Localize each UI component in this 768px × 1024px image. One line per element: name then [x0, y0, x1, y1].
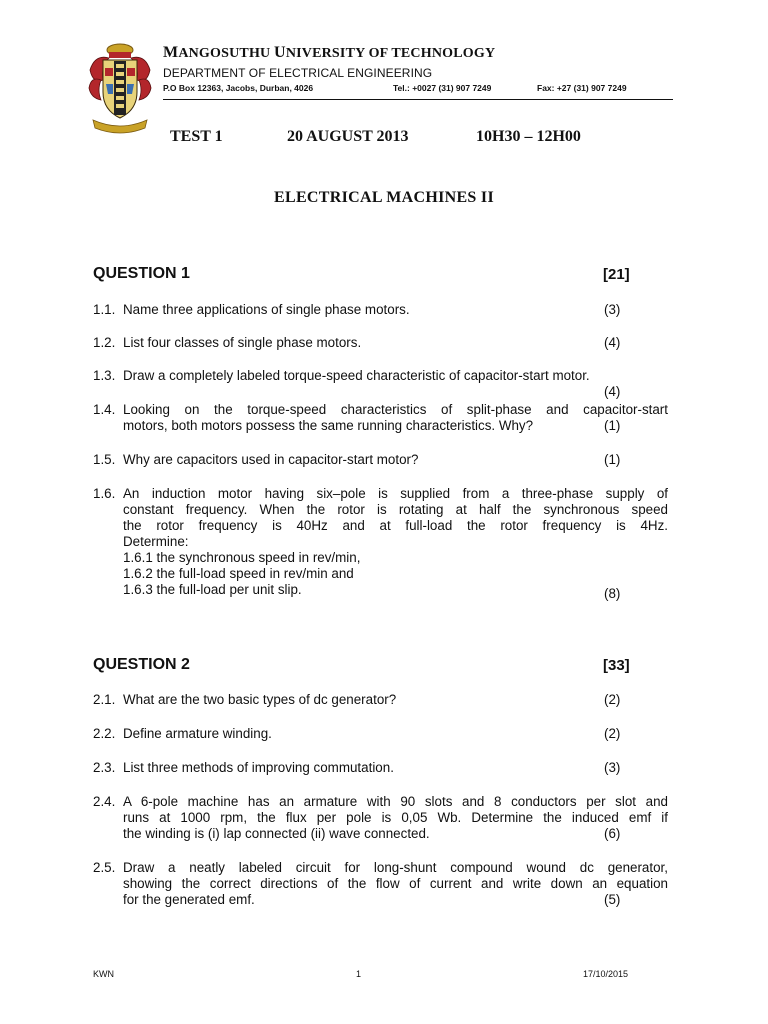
item-number: 1.2.	[93, 335, 116, 350]
item-text: for the generated emf.	[123, 892, 255, 907]
subject-title: ELECTRICAL MACHINES II	[274, 189, 494, 206]
question-1-5	[93, 452, 668, 468]
item-number: 2.1.	[93, 692, 116, 707]
question-1-title: QUESTION 1	[93, 265, 190, 282]
item-marks: (4)	[604, 335, 621, 350]
question-2-3	[93, 760, 668, 776]
question-1-1	[93, 302, 668, 318]
item-text: What are the two basic types of dc generator?	[123, 692, 397, 707]
department-name: DEPARTMENT OF ELECTRICAL ENGINEERING	[163, 66, 433, 80]
test-name: TEST 1	[170, 128, 223, 145]
footer-page-number: 1	[356, 969, 362, 979]
footer-date: 17/10/2015	[583, 969, 629, 979]
question-1-2	[93, 335, 668, 351]
item-number: 1.4.	[93, 402, 116, 417]
item-marks: (2)	[604, 726, 621, 741]
question-2-2	[93, 726, 668, 742]
postal-address: P.O Box 12363, Jacobs, Durban, 4026	[163, 83, 314, 93]
item-text: Looking on the torque-speed characteristics of split-phase and capacitor-start	[123, 402, 668, 417]
item-text: Name three applications of single phase motors.	[123, 302, 410, 317]
question-1-3	[93, 368, 668, 400]
item-number: 2.5.	[93, 860, 116, 875]
item-text: List three methods of improving commutation.	[123, 760, 394, 775]
item-text: the winding is (i) lap connected (ii) wave connected.	[123, 826, 430, 841]
item-marks: (6)	[604, 826, 621, 841]
item-number: 1.3.	[93, 368, 116, 383]
item-number: 1.5.	[93, 452, 116, 467]
telephone-number: Tel.: +0027 (31) 907 7249	[393, 83, 492, 93]
item-marks: (8)	[604, 586, 621, 601]
contact-details	[163, 83, 663, 95]
item-text: Determine:	[123, 534, 189, 549]
item-text: 1.6.2 the full-load speed in rev/min and	[123, 566, 354, 581]
university-name: MANGOSUTHU UNIVERSITY OF TECHNOLOGY	[163, 44, 496, 61]
item-text: 1.6.1 the synchronous speed in rev/min,	[123, 550, 361, 565]
footer-author-initials: KWN	[93, 969, 114, 979]
item-marks: (3)	[604, 302, 621, 317]
item-text: motors, both motors possess the same running characteristics. Why?	[123, 418, 534, 433]
question-2-5	[93, 860, 668, 908]
item-text: Draw a neatly labeled circuit for long-shunt compound wound dc generator,	[123, 860, 668, 875]
item-text: runs at 1000 rpm, the flux per pole is 0,05 Wb. Determine the induced emf if	[123, 810, 668, 825]
test-date: 20 AUGUST 2013	[287, 128, 409, 145]
question-1-4	[93, 402, 668, 434]
item-text: constant frequency. When the rotor is rotating at half the synchronous speed	[123, 502, 668, 517]
item-marks: (2)	[604, 692, 621, 707]
item-text: Draw a completely labeled torque-speed characteristic of capacitor-start motor.	[123, 368, 590, 383]
item-text: List four classes of single phase motors.	[123, 335, 362, 350]
item-text: Define armature winding.	[123, 726, 272, 741]
header-divider	[163, 99, 673, 100]
fax-number: Fax: +27 (31) 907 7249	[537, 83, 627, 93]
item-text: A 6-pole machine has an armature with 90 slots and 8 conductors per slot and	[123, 794, 668, 809]
question-2-4	[93, 794, 668, 842]
item-text: 1.6.3 the full-load per unit slip.	[123, 582, 302, 597]
item-text: Why are capacitors used in capacitor-start motor?	[123, 452, 419, 467]
item-number: 1.6.	[93, 486, 116, 501]
item-marks: (4)	[604, 384, 621, 399]
item-number: 2.2.	[93, 726, 116, 741]
item-marks: (3)	[604, 760, 621, 775]
item-text: An induction motor having six–pole is supplied from a three-phase supply of	[123, 486, 668, 501]
item-marks: (1)	[604, 452, 621, 467]
question-2-1	[93, 692, 668, 708]
item-number: 1.1.	[93, 302, 116, 317]
item-marks: (1)	[604, 418, 621, 433]
item-number: 2.3.	[93, 760, 116, 775]
test-time: 10H30 – 12H00	[476, 128, 581, 145]
item-number: 2.4.	[93, 794, 116, 809]
item-marks: (5)	[604, 892, 621, 907]
item-text: the rotor frequency is 40Hz and at full-load the rotor frequency is 4Hz.	[123, 518, 668, 533]
question-2-total-marks: [33]	[603, 657, 630, 674]
question-2-title: QUESTION 2	[93, 656, 190, 673]
item-text: showing the correct directions of the flow of current and write down an equation	[123, 876, 668, 891]
question-1-total-marks: [21]	[603, 266, 630, 283]
university-crest-logo	[87, 40, 153, 134]
question-1-6	[93, 486, 668, 601]
